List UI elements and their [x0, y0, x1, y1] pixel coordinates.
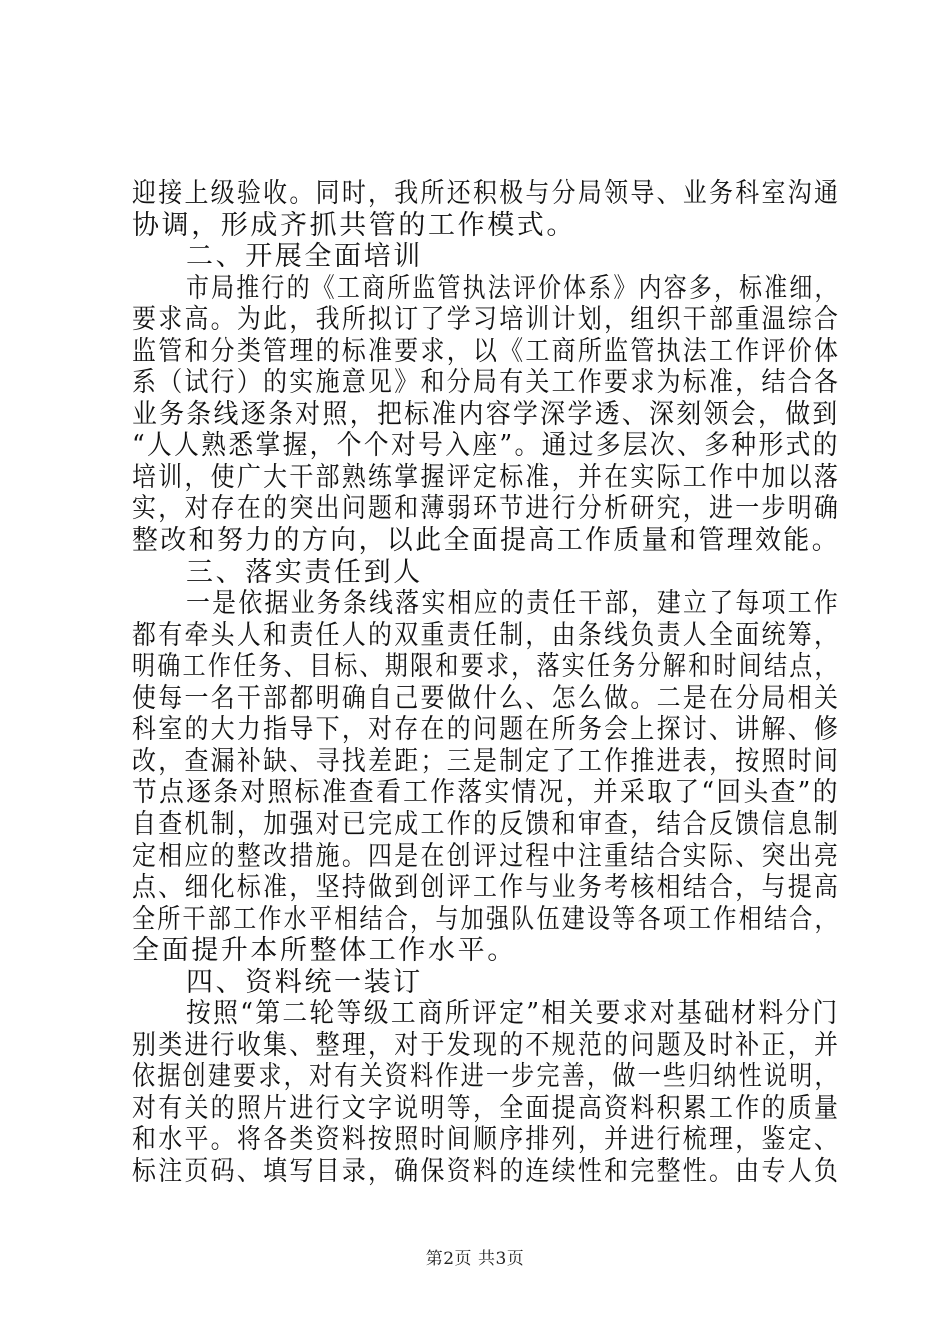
- page-number-footer: 第2页 共3页: [425, 1249, 525, 1269]
- paragraph-line: 都有牵头人和责任人的双重责任制，由条线负责人全面统筹，: [132, 620, 841, 651]
- paragraph-line: 一是依据业务条线落实相应的责任干部，建立了每项工作: [186, 588, 841, 619]
- section-heading-responsibility: 三、落实责任到人: [186, 557, 423, 588]
- paragraph-line: 按照“第二轮等级工商所评定”相关要求对基础材料分门: [186, 998, 840, 1029]
- paragraph-line: 定相应的整改措施。四是在创评过程中注重结合实际、突出亮: [132, 841, 841, 872]
- paragraph-line: 对有关的照片进行文字说明等，全面提高资料积累工作的质量: [132, 1093, 841, 1124]
- paragraph-line: 监管和分类管理的标准要求，以《工商所监管执法工作评价体: [132, 336, 841, 367]
- paragraph-line: 科室的大力指导下，对存在的问题在所务会上探讨、讲解、修: [132, 714, 841, 745]
- paragraph-line: 培训，使广大干部熟练掌握评定标准，并在实际工作中加以落: [132, 462, 841, 493]
- paragraph-line: 标注页码、填写目录，确保资料的连续性和完整性。由专人负: [132, 1156, 841, 1187]
- paragraph-line: 迎接上级验收。同时，我所还积极与分局领导、业务科室沟通: [132, 178, 841, 209]
- paragraph-line: 全面提升本所整体工作水平。: [132, 935, 517, 966]
- section-heading-binding: 四、资料统一装订: [186, 967, 423, 998]
- paragraph-line: 别类进行收集、整理，对于发现的不规范的问题及时补正，并: [132, 1030, 841, 1061]
- paragraph-line: 全所干部工作水平相结合，与加强队伍建设等各项工作相结合，: [132, 904, 840, 935]
- paragraph-line: 要求高。为此，我所拟订了学习培训计划，组织干部重温综合: [132, 304, 841, 335]
- paragraph-line: 市局推行的《工商所监管执法评价体系》内容多，标准细，: [186, 273, 840, 304]
- paragraph-line: 点、细化标准，坚持做到创评工作与业务考核相结合，与提高: [132, 872, 841, 903]
- paragraph-line: 整改和努力的方向，以此全面提高工作质量和管理效能。: [132, 525, 841, 556]
- paragraph-line: 节点逐条对照标准查看工作落实情况，并采取了“回头查”的: [132, 777, 840, 808]
- paragraph-line: 业务条线逐条对照，把标准内容学深学透、深刻领会，做到: [132, 399, 840, 430]
- paragraph-line: 实，对存在的突出问题和薄弱环节进行分析研究，进一步明确: [132, 493, 841, 524]
- paragraph-line: 协调，形成齐抓共管的工作模式。: [132, 210, 576, 241]
- paragraph-line: 改，查漏补缺、寻找差距；三是制定了工作推进表，按照时间: [132, 746, 841, 777]
- paragraph-line: “人人熟悉掌握，个个对号入座”。通过多层次、多种形式的: [132, 430, 840, 461]
- section-heading-training: 二、开展全面培训: [186, 241, 423, 272]
- paragraph-line: 系（试行）的实施意见》和分局有关工作要求为标准，结合各: [132, 367, 841, 398]
- paragraph-line: 使每一名干部都明确自己要做什么、怎么做。二是在分局相关: [132, 683, 841, 714]
- paragraph-line: 和水平。将各类资料按照时间顺序排列，并进行梳理，鉴定、: [132, 1124, 841, 1155]
- paragraph-line: 依据创建要求，对有关资料作进一步完善，做一些归纳性说明，: [132, 1061, 840, 1092]
- paragraph-line: 自查机制，加强对已完成工作的反馈和审查，结合反馈信息制: [132, 809, 841, 840]
- paragraph-line: 明确工作任务、目标、期限和要求，落实任务分解和时间结点，: [132, 651, 840, 682]
